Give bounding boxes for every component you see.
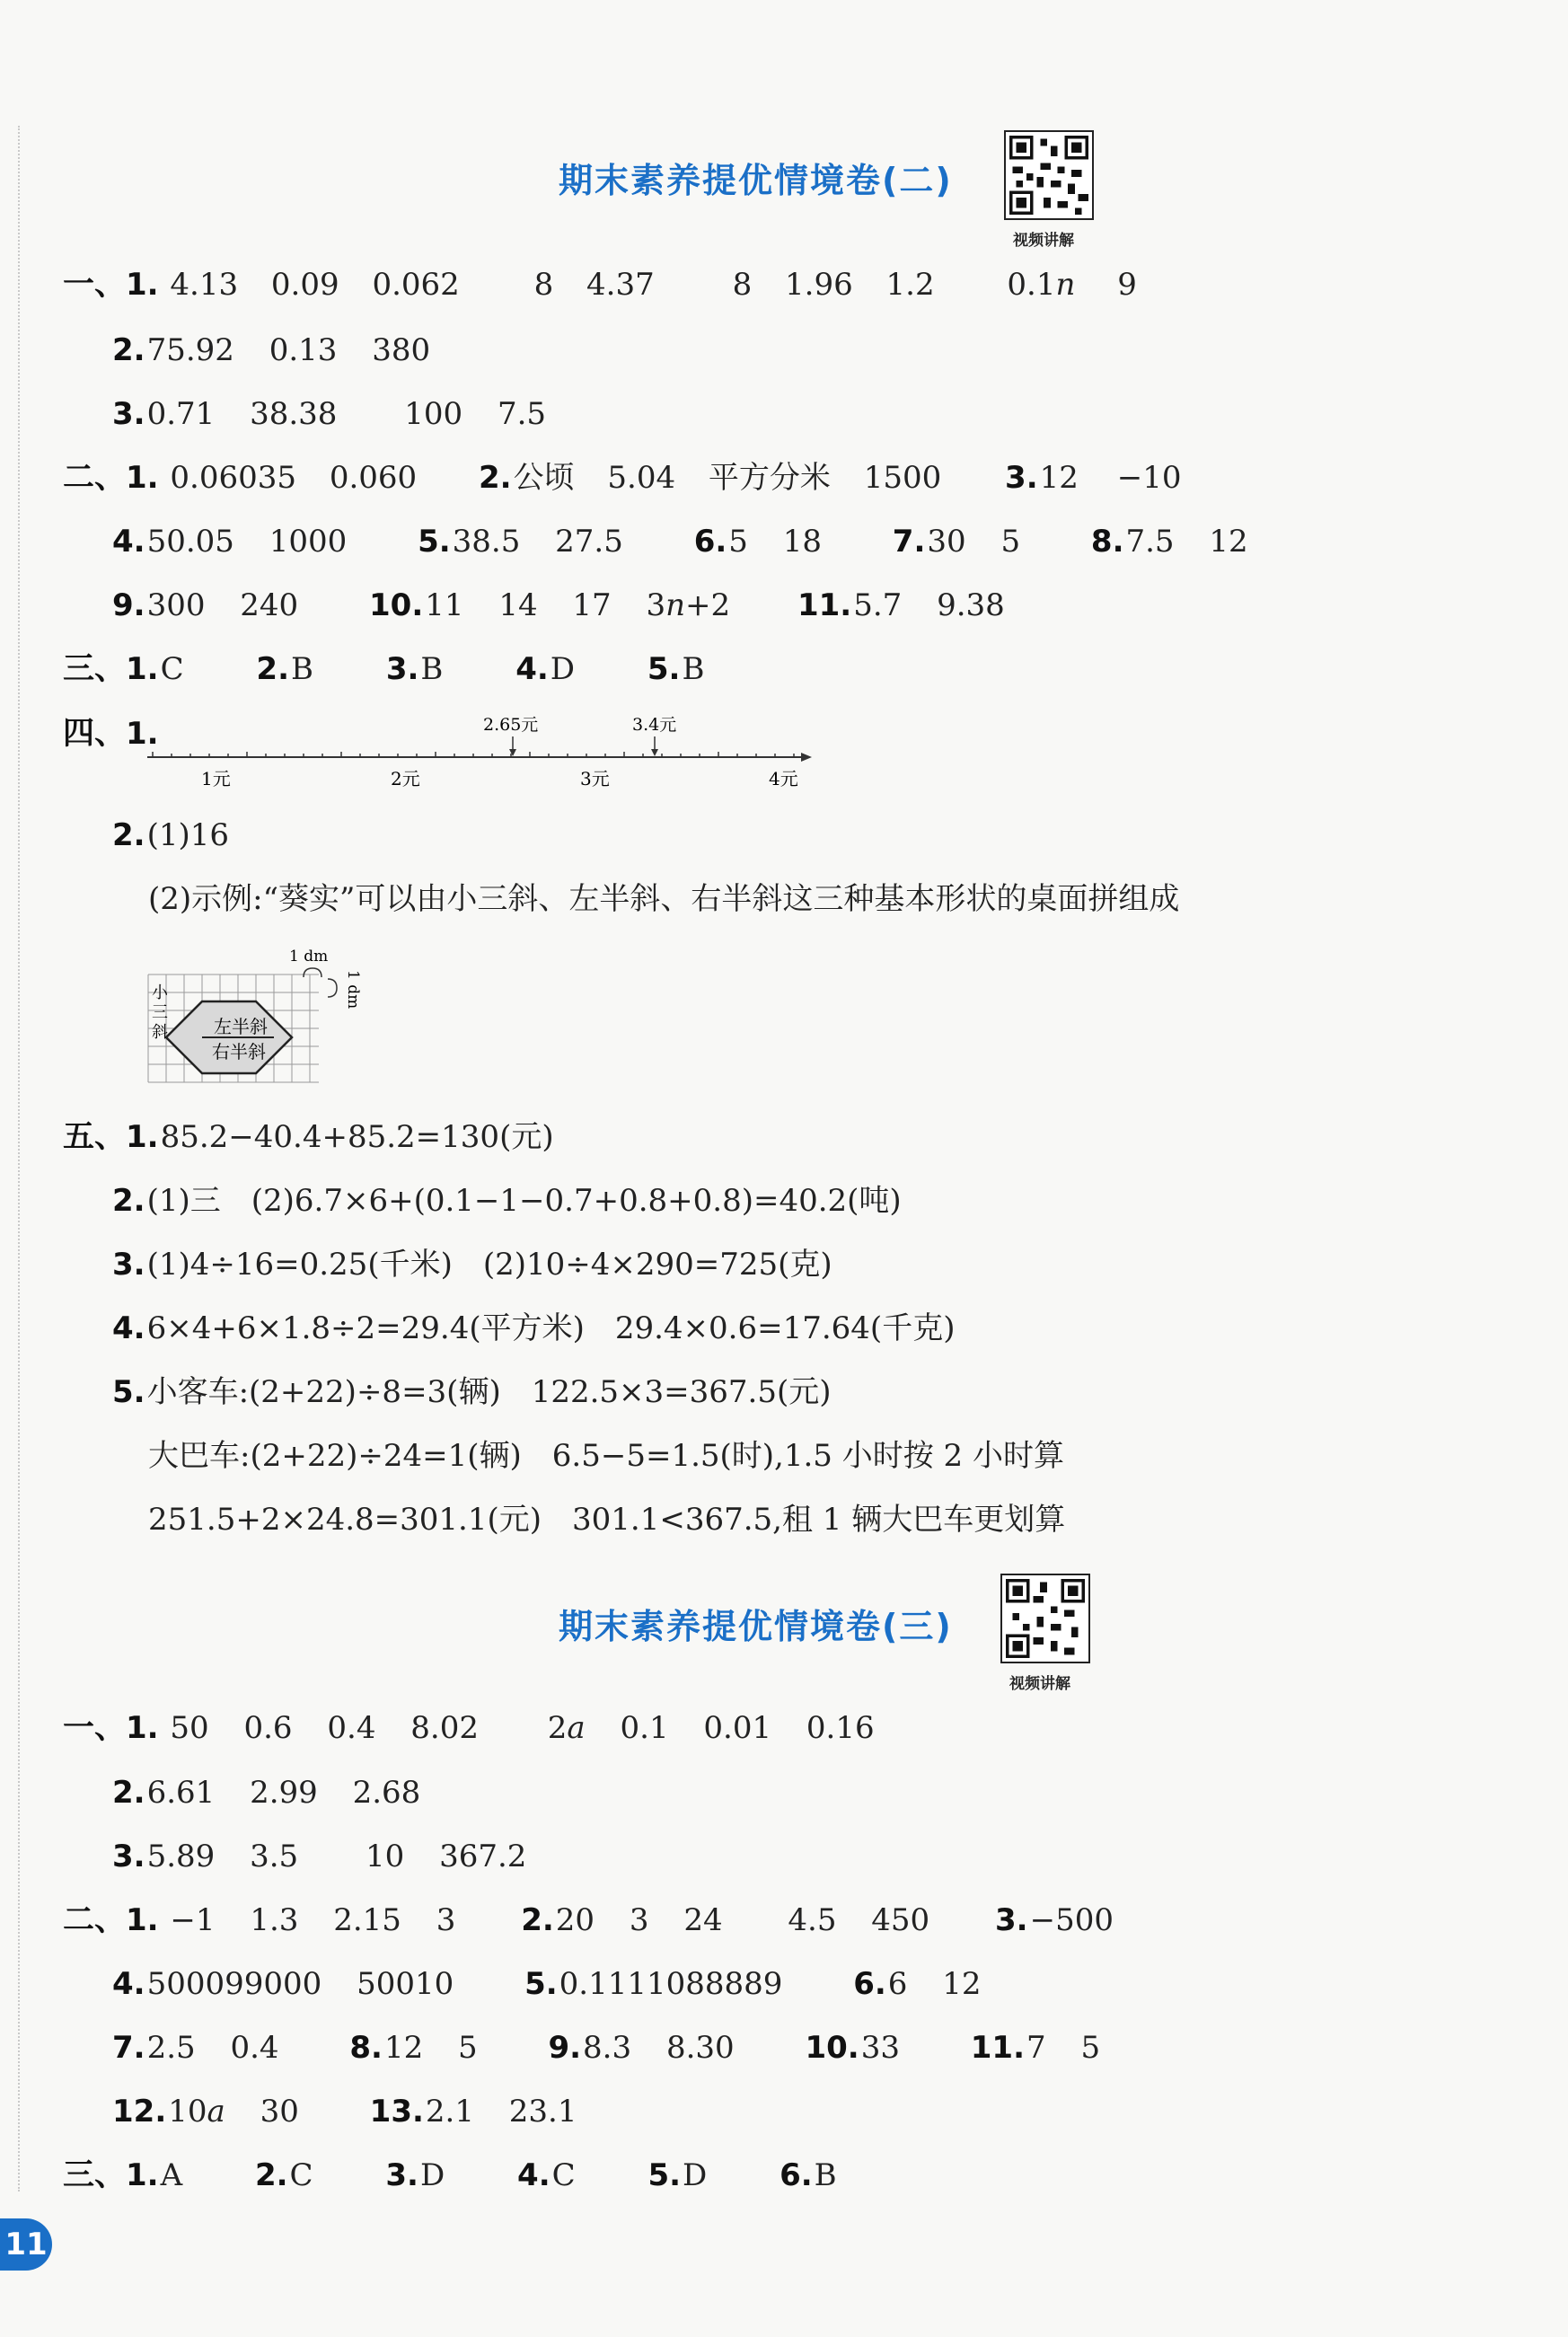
- answer: 0.1: [1007, 267, 1056, 303]
- exam3-s1-q2: [112, 1775, 420, 1811]
- exam3-s1-q1: [63, 1710, 875, 1746]
- dimension-label: 1 dm: [289, 948, 329, 966]
- question-number: 6.: [693, 524, 727, 560]
- question-number: 1.: [126, 716, 159, 752]
- answer: 2: [547, 1710, 568, 1746]
- question-number: 11.: [970, 2030, 1025, 2066]
- exam3-s1-q3: [112, 1839, 526, 1874]
- answer: 11: [425, 587, 464, 623]
- exam2-s5-q5-line3: 251.5+2×24.8=301.1(元) 301.1<367.5,租 1 辆大巴车更划算: [148, 1502, 1066, 1538]
- answer: 0.062: [372, 267, 460, 303]
- answer: 10: [365, 1839, 405, 1874]
- question-number: 13.: [369, 2094, 424, 2130]
- answer: 10: [168, 2094, 207, 2130]
- tiling-grid-figure: [144, 943, 362, 1087]
- page-number-badge: 11: [0, 2218, 52, 2271]
- answer: 5: [1080, 2030, 1101, 2066]
- answer: A: [160, 2157, 183, 2193]
- answer: 5: [728, 524, 748, 560]
- answer: 18: [782, 524, 822, 560]
- exam2-s5-q5-line1: [112, 1374, 832, 1410]
- answer: 500099000: [146, 1966, 322, 2002]
- question-number: 2.: [478, 460, 512, 496]
- question-number: 4.: [112, 524, 145, 560]
- exam2-s5-q5-line2: 大巴车:(2+22)÷24=1(辆) 6.5−5=1.5(时),1.5 小时按 2 小时算: [148, 1438, 1064, 1474]
- question-number: 1.: [126, 651, 159, 687]
- question-number: 3.: [112, 396, 145, 432]
- margin-divider: [18, 126, 20, 2191]
- answer: 38.38: [250, 396, 338, 432]
- answer: 50: [170, 1710, 209, 1746]
- answer: 367.2: [439, 1839, 527, 1874]
- question-number: 3.: [112, 1247, 145, 1283]
- exam2-title: 期末素养提优情境卷(二): [559, 161, 953, 200]
- question-number: 3.: [1005, 460, 1038, 496]
- answer: 7.5: [497, 396, 547, 432]
- answer: 公顷: [513, 460, 575, 496]
- question-number: 9.: [112, 587, 145, 623]
- answer: 0.01: [703, 1710, 772, 1746]
- exam2-s3: [63, 651, 704, 687]
- question-number: 4.: [112, 1966, 145, 2002]
- answer: 5.04: [607, 460, 676, 496]
- question-number: 3.: [995, 1902, 1028, 1938]
- question-number: 3.: [385, 651, 419, 687]
- answer: 0.16: [806, 1710, 875, 1746]
- answer: B: [814, 2157, 837, 2193]
- exam2-s5-q2: [112, 1183, 902, 1219]
- answer-variable: n: [1055, 267, 1076, 303]
- exam2-s1-q2: [112, 332, 430, 368]
- answer: 50.05: [146, 524, 234, 560]
- question-number: 5.: [524, 1966, 558, 2002]
- question-number: 8.: [1090, 524, 1124, 560]
- section-label: 五、: [63, 1119, 127, 1155]
- question-number: 1.: [126, 1710, 159, 1746]
- answer: 5.89: [146, 1839, 216, 1874]
- answer: 17: [572, 587, 612, 623]
- answer: 0.4: [230, 2030, 279, 2066]
- answer: 7: [1026, 2030, 1046, 2066]
- qr-code-icon[interactable]: [1004, 130, 1094, 220]
- answer-variable: a: [567, 1710, 586, 1746]
- exam2-s1-q3: [112, 396, 546, 432]
- question-number: 5.: [647, 651, 681, 687]
- tick-label: 2元: [391, 768, 420, 789]
- answer: 8.3: [583, 2030, 632, 2066]
- answer: D: [550, 651, 576, 687]
- answer: 75.92: [146, 332, 234, 368]
- answer: 4.13: [170, 267, 239, 303]
- answer: −1: [170, 1902, 216, 1938]
- question-number: 7.: [112, 2030, 145, 2066]
- answer: 2.68: [352, 1775, 421, 1811]
- question-number: 8.: [349, 2030, 383, 2066]
- tick-label: 1元: [201, 768, 231, 789]
- answer: 240: [240, 587, 299, 623]
- answer: 85.2−40.4+85.2=130(元): [160, 1119, 554, 1155]
- answer: 6.61: [146, 1775, 216, 1811]
- answer: 0.13: [269, 332, 338, 368]
- answer-variable: a: [207, 2094, 225, 2130]
- question-number: 2.: [112, 817, 145, 853]
- answer: 14: [498, 587, 538, 623]
- answer: 8.02: [410, 1710, 479, 1746]
- answer: 33: [860, 2030, 900, 2066]
- exam2-s2-row1: [63, 460, 1181, 496]
- answer: C: [160, 651, 184, 687]
- question-number: 1.: [126, 2157, 159, 2193]
- answer: 3.5: [250, 1839, 299, 1874]
- question-number: 6.: [853, 1966, 886, 2002]
- mark-label: 2.65元: [483, 715, 539, 735]
- answer: 0.71: [146, 396, 216, 432]
- answer: 24: [683, 1902, 723, 1938]
- exam2-s5-q3: [112, 1247, 832, 1283]
- answer: 6×4+6×1.8÷2=29.4(平方米) 29.4×0.6=17.64(千克): [146, 1310, 956, 1346]
- answer: 5: [458, 2030, 478, 2066]
- answer: 0.1: [620, 1710, 669, 1746]
- answer-variable: n: [665, 587, 686, 623]
- question-number: 3.: [385, 2157, 418, 2193]
- answer: 8: [533, 267, 554, 303]
- answer: 4.37: [586, 267, 655, 303]
- question-number: 1.: [126, 1902, 159, 1938]
- label-right-half-slant: 右半斜: [212, 1041, 266, 1063]
- answer: 1.2: [885, 267, 935, 303]
- answer: 9: [1117, 267, 1137, 303]
- answer: 3: [646, 587, 666, 623]
- question-number: 2.: [112, 1183, 145, 1219]
- answer: 2.15: [333, 1902, 401, 1938]
- exam2-s4-q2-p1: [112, 817, 229, 853]
- qr-code-icon[interactable]: [1000, 1574, 1090, 1663]
- question-number: 5.: [418, 524, 451, 560]
- answer: 100: [404, 396, 463, 432]
- question-number: 1.: [126, 1119, 159, 1155]
- question-number: 9.: [548, 2030, 582, 2066]
- dimension-brace: [304, 968, 322, 977]
- dimension-brace: [328, 979, 337, 997]
- answer: 8: [732, 267, 753, 303]
- answer: 380: [372, 332, 431, 368]
- answer: C: [289, 2157, 313, 2193]
- answer: 1.96: [785, 267, 853, 303]
- answer: −500: [1029, 1902, 1114, 1938]
- section-label: 三、: [63, 2157, 127, 2193]
- question-number: 5.: [647, 2157, 682, 2193]
- answer: 0.4: [327, 1710, 376, 1746]
- answer: 23.1: [508, 2094, 577, 2130]
- exam3-s2-row1: [63, 1902, 1114, 1938]
- answer: 30: [260, 2094, 299, 2130]
- answer: 7.5: [1125, 524, 1175, 560]
- label-small: 小: [152, 983, 168, 1002]
- question-number: 11.: [797, 587, 852, 623]
- answer: 20: [555, 1902, 595, 1938]
- question-number: 1.: [126, 267, 159, 303]
- section-label: 二、: [63, 1902, 127, 1938]
- answer: 12: [383, 2030, 424, 2066]
- answer: (1)4÷16=0.25(千米) (2)10÷4×290=725(克): [146, 1247, 832, 1283]
- answer: B: [682, 651, 705, 687]
- tick-label: 3元: [580, 768, 610, 789]
- question-number: 4.: [517, 2157, 551, 2193]
- answer: 1000: [269, 524, 348, 560]
- section-label: 二、: [63, 460, 127, 496]
- label-left-half-slant: 左半斜: [214, 1016, 268, 1037]
- label-three: 三: [152, 1003, 168, 1022]
- answer: 0.06035: [170, 460, 297, 496]
- exam3-s2-row3: [112, 2030, 1100, 2066]
- answer: 5.7: [853, 587, 903, 623]
- tick-label: 4元: [769, 768, 798, 789]
- answer: 1.3: [250, 1902, 299, 1938]
- answer: 12: [1039, 460, 1079, 496]
- answer: 12: [942, 1966, 982, 2002]
- answer: B: [291, 651, 313, 687]
- mark-label: 3.4元: [632, 715, 677, 735]
- exam2-s4-q2-p2: (2)示例:“葵实”可以由小三斜、左半斜、右半斜这三种基本形状的桌面拼组成: [148, 881, 1180, 917]
- answer: 3: [436, 1902, 456, 1938]
- answer: 9.38: [937, 587, 1005, 623]
- answer: 小客车:(2+22)÷8=3(辆) 122.5×3=367.5(元): [146, 1374, 832, 1410]
- question-number: 5.: [112, 1374, 145, 1410]
- answer: 6: [887, 1966, 908, 2002]
- question-number: 6.: [780, 2157, 813, 2193]
- exam3-s3: [63, 2157, 837, 2193]
- answer: 1500: [863, 460, 942, 496]
- label-slant: 斜: [152, 1023, 168, 1042]
- question-number: 10.: [369, 587, 424, 623]
- question-number: 4.: [112, 1310, 145, 1346]
- exam2-s5-q1: [63, 1119, 554, 1155]
- answer: 5: [1000, 524, 1021, 560]
- question-number: 3.: [112, 1839, 145, 1874]
- exam3-s2-row4: [112, 2094, 577, 2130]
- question-number: 2.: [254, 2157, 288, 2193]
- answer: −10: [1116, 460, 1182, 496]
- question-number: 7.: [892, 524, 926, 560]
- question-number: 2.: [112, 332, 145, 368]
- answer: B: [420, 651, 444, 687]
- question-number: 10.: [805, 2030, 859, 2066]
- section-label: 四、: [63, 716, 127, 752]
- exam2-s5-q4: [112, 1310, 955, 1346]
- exam2-s2-row2: [112, 524, 1248, 560]
- answer: 4.5: [788, 1902, 837, 1938]
- answer: D: [683, 2157, 708, 2193]
- answer: 450: [871, 1902, 930, 1938]
- answer: +2: [685, 587, 731, 623]
- answer: 50010: [357, 1966, 454, 2002]
- qr-caption: 视频讲解: [1009, 1675, 1070, 1693]
- answer: 2.1: [425, 2094, 474, 2130]
- answer: 0.09: [270, 267, 339, 303]
- question-number: 2.: [256, 651, 289, 687]
- question-number: 2.: [521, 1902, 554, 1938]
- question-number: 2.: [112, 1775, 145, 1811]
- answer: 27.5: [555, 524, 623, 560]
- section-label: 一、: [63, 1710, 127, 1746]
- section-label: 一、: [63, 267, 127, 303]
- answer: 8.30: [665, 2030, 735, 2066]
- answer: 0.060: [329, 460, 418, 496]
- answer: 0.6: [243, 1710, 293, 1746]
- answer: 12: [1209, 524, 1248, 560]
- section-label: 三、: [63, 651, 127, 687]
- exam3-s2-row2: [112, 1966, 982, 2002]
- question-number: 12.: [112, 2094, 167, 2130]
- answer: 2.99: [250, 1775, 318, 1811]
- answer: (1)三 (2)6.7×6+(0.1−1−0.7+0.8+0.8)=40.2(吨): [146, 1183, 902, 1219]
- exam2-s1-q1: [63, 267, 1137, 303]
- answer: (1)16: [146, 817, 230, 853]
- question-number: 1.: [126, 460, 159, 496]
- question-number: 4.: [515, 651, 549, 687]
- answer: C: [551, 2157, 576, 2193]
- answer: 30: [927, 524, 966, 560]
- qr-caption: 视频讲解: [1013, 232, 1074, 250]
- exam2-s2-row3: [112, 587, 1005, 623]
- answer: 38.5: [452, 524, 521, 560]
- dimension-label: 1 dm: [344, 970, 362, 1010]
- exam3-title: 期末素养提优情境卷(三): [559, 1607, 953, 1646]
- answer: 3: [629, 1902, 649, 1938]
- answer: 平方分米: [708, 460, 831, 496]
- answer: 2.5: [146, 2030, 196, 2066]
- answer: 300: [146, 587, 206, 623]
- answer: 0.1111088889: [559, 1966, 783, 2002]
- answer: D: [419, 2157, 445, 2193]
- number-line: [144, 714, 826, 795]
